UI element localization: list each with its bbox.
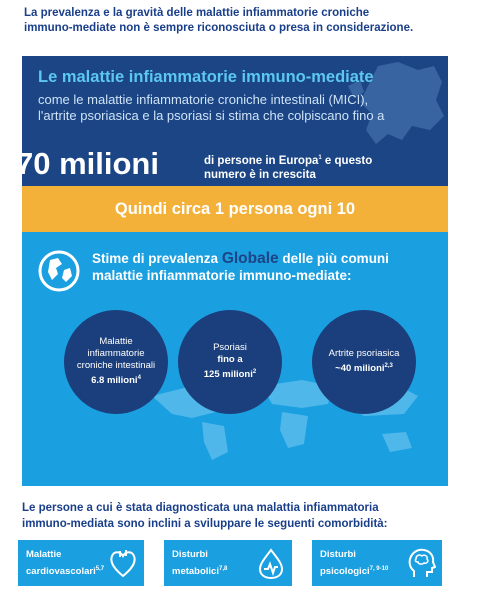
- tile-2-sup: 7,8: [219, 566, 228, 572]
- tile-3-line-2: psicologici: [320, 566, 370, 578]
- heading-part-1: Stime di prevalenza: [92, 251, 222, 266]
- tile-2-line-1: Disturbi: [172, 549, 208, 560]
- globe-icon: [38, 250, 80, 292]
- tile-3-sup: 7, 9-10: [369, 566, 389, 572]
- tile-1-line-1: Malattie: [26, 549, 62, 560]
- head-brain-icon: [406, 547, 436, 579]
- tile-2-line-2: metabolici: [172, 566, 219, 578]
- metabolism-icon: [256, 547, 286, 579]
- caption-line-1b: e questo: [321, 154, 373, 167]
- circle-psoriasi-value-line1: fino a: [217, 354, 243, 366]
- caption-line-1a: di persone in Europa: [204, 154, 319, 167]
- circle-artrite-sup: 2,3: [384, 363, 393, 370]
- intro-text: [24, 6, 464, 36]
- heading-accent: Globale: [221, 250, 279, 267]
- comorb-line-2: immuno-mediata sono inclini a sviluppare le seguenti comorbidità:: [22, 518, 388, 530]
- circle-mici-sup: 4: [137, 375, 141, 382]
- tile-1-line-2: cardiovascolari: [26, 566, 96, 578]
- heading-line-2: malattie infiammatorie immuno-mediate:: [92, 268, 352, 283]
- circle-psoriasi-value: 125 milioni: [203, 369, 253, 381]
- tile-cardiovascolari: [18, 540, 144, 586]
- navy-body: come le malattie infiammatorie croniche intestinali (MICI), l'artrite psoriasica e la psoriasi si stima che colpiscano fino a: [38, 92, 385, 123]
- circle-mici-value: 6.8 milioni: [91, 375, 138, 387]
- comorbidities-text: [22, 500, 462, 532]
- circle-psoriasi-sup: 2: [252, 369, 257, 376]
- caption-sup: 1: [318, 155, 322, 161]
- big-number-caption: [204, 151, 404, 182]
- navy-title: Le malattie infiammatorie immuno-mediate: [38, 68, 374, 86]
- circle-psoriasi: [178, 310, 282, 414]
- big-number: 70 milioni: [16, 146, 159, 181]
- caption-line-2: numero è in crescita: [204, 168, 316, 181]
- prevalence-panel: [22, 232, 448, 486]
- circle-artrite: [312, 310, 416, 414]
- tile-metabolici: [164, 540, 292, 586]
- orange-banner: Quindi circa 1 persona ogni 10: [22, 186, 448, 232]
- intro-line-2: immuno-mediate non è sempre riconosciuta o presa in considerazione.: [24, 22, 414, 34]
- intro-line-1: La prevalenza e la gravità delle malattie infiammatorie croniche: [24, 7, 370, 19]
- circle-artrite-label: Artrite psoriasica: [328, 348, 400, 360]
- circle-artrite-value: ~40 milioni: [335, 363, 385, 375]
- heart-icon: [108, 547, 138, 579]
- comorb-line-1: Le persone a cui è stata diagnosticata una malattia infiammatoria: [22, 502, 379, 514]
- tile-1-sup: 5,7: [95, 566, 105, 572]
- circle-psoriasi-label: Psoriasi: [213, 342, 247, 354]
- circle-mici: [64, 310, 168, 414]
- tile-3-line-1: Disturbi: [320, 549, 356, 560]
- tile-psicologici: [312, 540, 442, 586]
- prevalence-heading: [92, 250, 432, 284]
- circle-mici-label: Malattie infiammatorie croniche intestinali: [76, 336, 156, 372]
- heading-part-2: delle più comuni: [278, 251, 389, 266]
